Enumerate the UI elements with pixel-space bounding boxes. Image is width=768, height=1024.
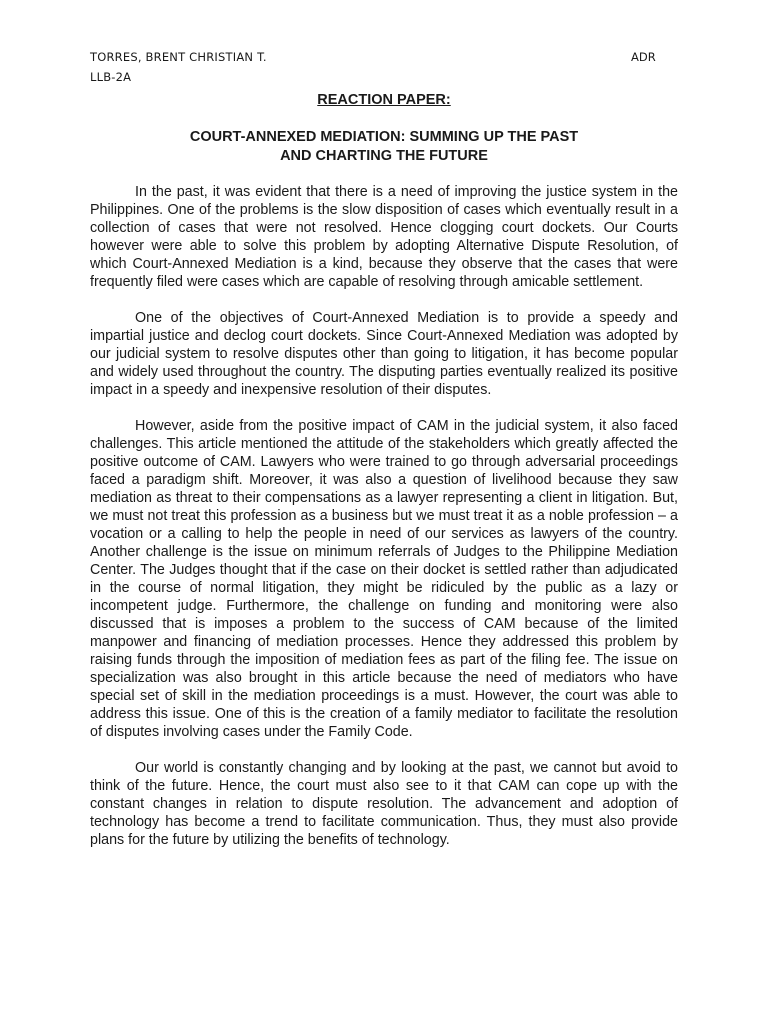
paper-type-heading: REACTION PAPER:	[317, 92, 451, 108]
author-name: TORRES, BRENT CHRISTIAN T.	[90, 50, 267, 64]
paragraph: One of the objectives of Court-Annexed Mediation is to provide a speedy and impartial justice and declog court dockets. Since Court-Annexed Mediation was adopted by our judicial system to resolve disputes other than going to litigation, it has become popular and widely used throughout the country. The disputing parties eventually realized its positive impact in a speedy and inexpensive resolution of their disputes.	[90, 310, 678, 398]
paper-title	[0, 128, 768, 165]
paragraph: However, aside from the positive impact of CAM in the judicial system, it also faced challenges. This article mentioned the attitude of the stakeholders which greatly affected the positive outcome of CAM. Lawyers who were trained to go through adversarial proceedings faced a paradigm shift. Moreover, it was also a question of livelihood because they saw mediation as threat to their compensations as a lawyer representing a client in litigation. But, we must not treat this profession as a business but we must treat it as a noble profession – a vocation or a calling to help the people in need of our services as lawyers of the country. Another challenge is the issue on minimum referrals of Judges to the Philippine Mediation Center. The Judges thought that if the case on their docket is settled rather than adjudicated in the course of normal litigation, they might be ridiculed by the public as a lazy or incompetent judge. Furthermore, the challenge on funding and monitoring were also discussed that is imposes a problem to the success of CAM because of the limited manpower and financing of mediation processes. Hence they addressed this problem by raising funds through the imposition of mediation fees as part of the filing fee. The issue on specialization was also brought in this article because the need of mediators who have special set of skill in the mediation proceedings is a must. However, the court was able to address this issue. One of this is the creation of a family mediator to facilitate the resolution of disputes involving cases under the Family Code.	[90, 418, 678, 740]
paper-title-line-2: AND CHARTING THE FUTURE	[280, 147, 488, 164]
author-block	[90, 47, 267, 87]
course-label: ADR	[631, 50, 656, 64]
paragraph: Our world is constantly changing and by looking at the past, we cannot but avoid to think of the future. Hence, the court must also see to it that CAM can cope up with the constant changes in relation to dispute resolution. The advancement and adoption of technology has become a trend to facilitate communication. Thus, they must also provide plans for the future by utilizing the benefits of technology.	[90, 760, 678, 848]
author-section: LLB-2A	[90, 70, 132, 84]
paper-title-line-1: COURT-ANNEXED MEDIATION: SUMMING UP THE PAST	[189, 129, 579, 145]
body-text	[90, 183, 678, 867]
paragraph: In the past, it was evident that there is a need of improving the justice system in the Philippines. One of the problems is the slow disposition of cases which eventually result in a collection of cases that were not resolved. Hence clogging court dockets. Our Courts however were able to solve this problem by adopting Alternative Dispute Resolution, of which Court-Annexed Mediation is a kind, because they observe that the cases that were frequently filed were cases which are capable of resolving through amicable settlement.	[90, 184, 678, 290]
